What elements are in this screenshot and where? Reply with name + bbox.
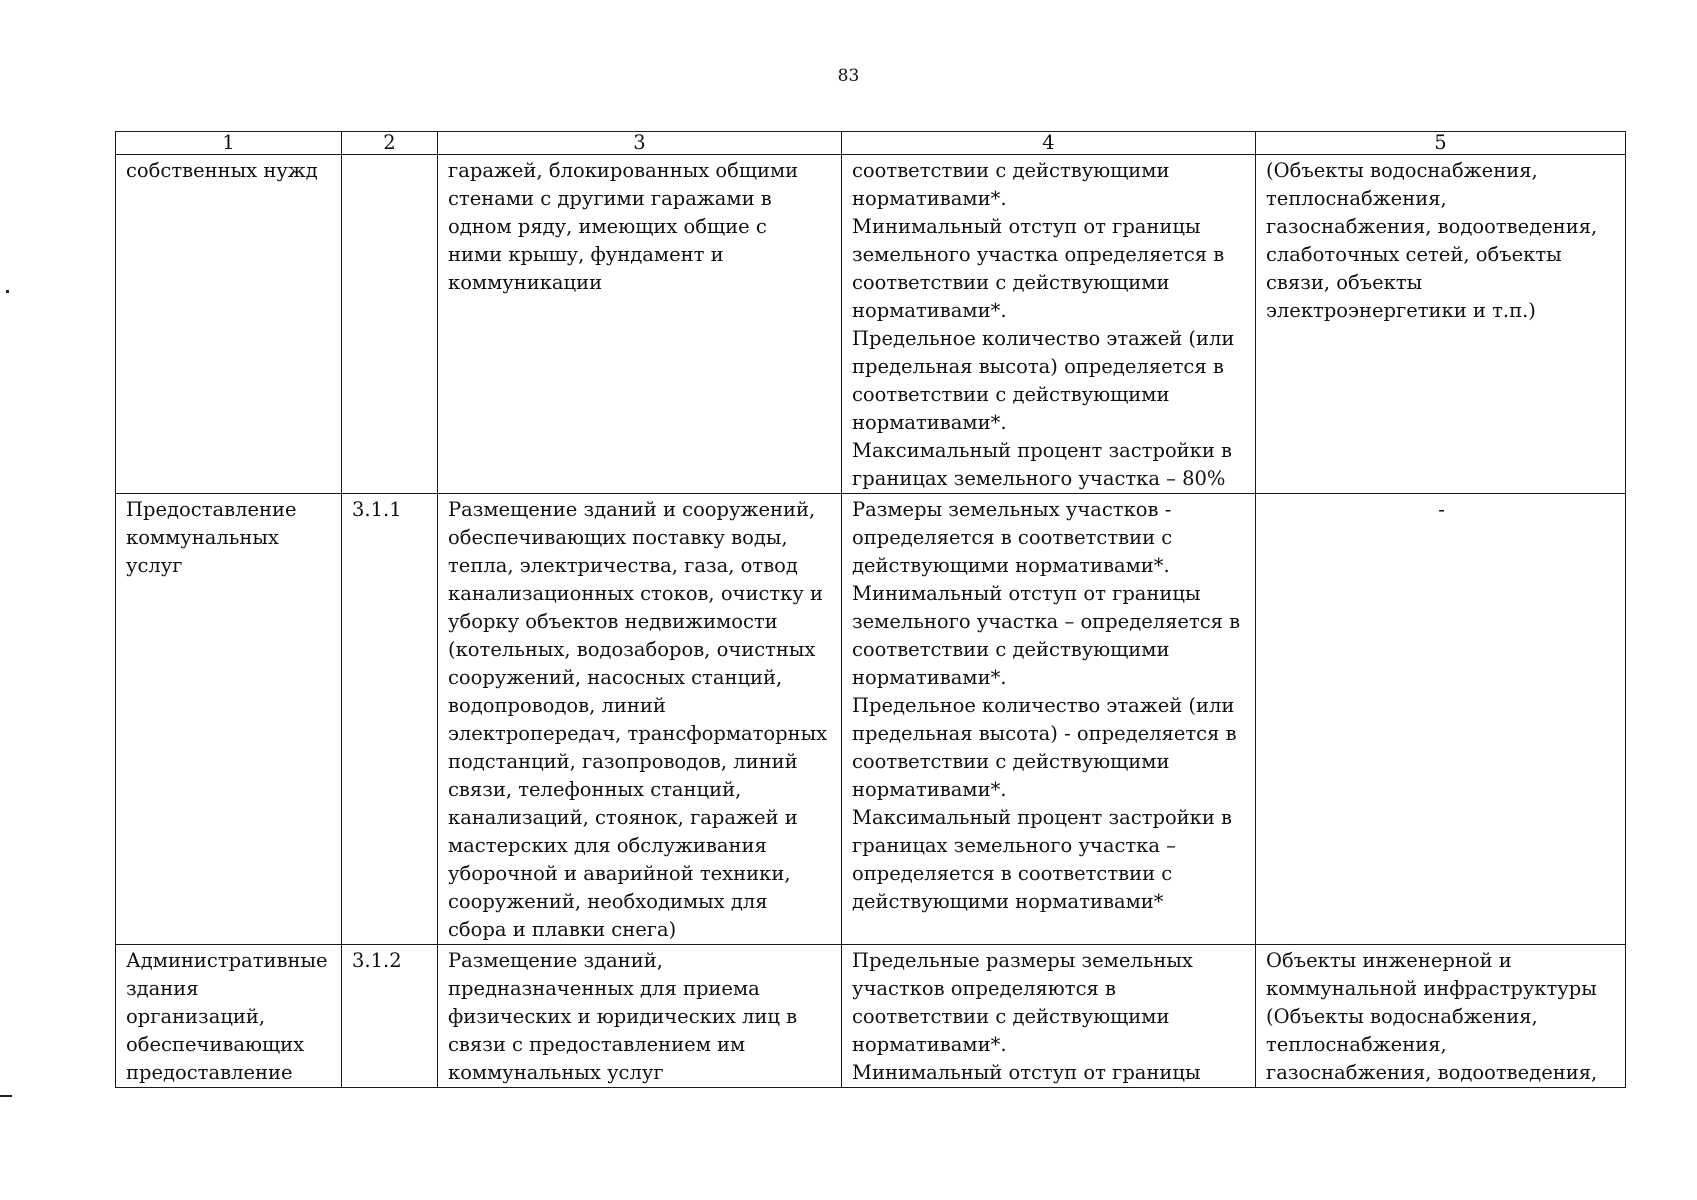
table-row: [116, 155, 1626, 494]
margin-dash: [0, 1095, 12, 1097]
use-type-cell: собственных нужд: [116, 155, 342, 494]
code-cell: 3.1.2: [342, 945, 438, 1088]
column-header-1: 1: [116, 132, 342, 155]
description-cell: Размещение зданий и сооружений, обеспечивающих поставку воды, тепла, электричества, газа, отвод канализационных стоков, очистку и уборку объектов недвижимости (котельных, водозаборов, очистных сооружений, насосных станций, водопроводов, линий электропередач, трансформаторных подстанций, газопроводов, линий связи, телефонных станций, канализаций, стоянок, гаражей и мастерских для обслуживания уборочной и аварийной техники, сооружений, необходимых для сбора и плавки снега): [438, 494, 842, 945]
column-header-2: 2: [342, 132, 438, 155]
code-cell: 3.1.1: [342, 494, 438, 945]
page-number: 83: [837, 66, 860, 86]
use-type-cell: Предоставление коммунальных услуг: [116, 494, 342, 945]
table-row: [116, 945, 1626, 1088]
parameters-cell: соответствии с действующими нормативами*. Минимальный отступ от границы земельного участка определяется в соответствии с действующими нормативами*. Предельное количество этажей (или предельная высота) определяется в соответствии с действующими нормативами*. Максимальный процент застройки в границах земельного участка – 80%: [842, 155, 1256, 494]
use-type-cell: Административные здания организаций, обеспечивающих предоставление: [116, 945, 342, 1088]
table-row: [116, 494, 1626, 945]
permitted-objects-cell: Объекты инженерной и коммунальной инфраструктуры (Объекты водоснабжения, теплоснабжения, газоснабжения, водоотведения,: [1256, 945, 1626, 1088]
permitted-objects-cell: -: [1256, 494, 1626, 945]
parameters-cell: Размеры земельных участков - определяется в соответствии с действующими нормативами*. Минимальный отступ от границы земельного участка – определяется в соответствии с действующими нормативами*. Предельное количество этажей (или предельная высота) - определяется в соответствии с действующими нормативами*. Максимальный процент застройки в границах земельного участка – определяется в соответствии с действующими нормативами*: [842, 494, 1256, 945]
column-header-3: 3: [438, 132, 842, 155]
column-header-5: 5: [1256, 132, 1626, 155]
permitted-objects-cell: (Объекты водоснабжения, теплоснабжения, газоснабжения, водоотведения, слаботочных сетей, объекты связи, объекты электроэнергетики и т.п.): [1256, 155, 1626, 494]
parameters-cell: Предельные размеры земельных участков определяются в соответствии с действующими нормативами*. Минимальный отступ от границы: [842, 945, 1256, 1088]
description-cell: гаражей, блокированных общими стенами с другими гаражами в одном ряду, имеющих общие с ними крышу, фундамент и коммуникации: [438, 155, 842, 494]
code-cell: [342, 155, 438, 494]
margin-dot: [6, 290, 9, 293]
description-cell: Размещение зданий, предназначенных для приема физических и юридических лиц в связи с предоставлением им коммунальных услуг: [438, 945, 842, 1088]
table-header-row: [116, 132, 1626, 155]
column-header-4: 4: [842, 132, 1256, 155]
zoning-table: [115, 131, 1626, 1088]
